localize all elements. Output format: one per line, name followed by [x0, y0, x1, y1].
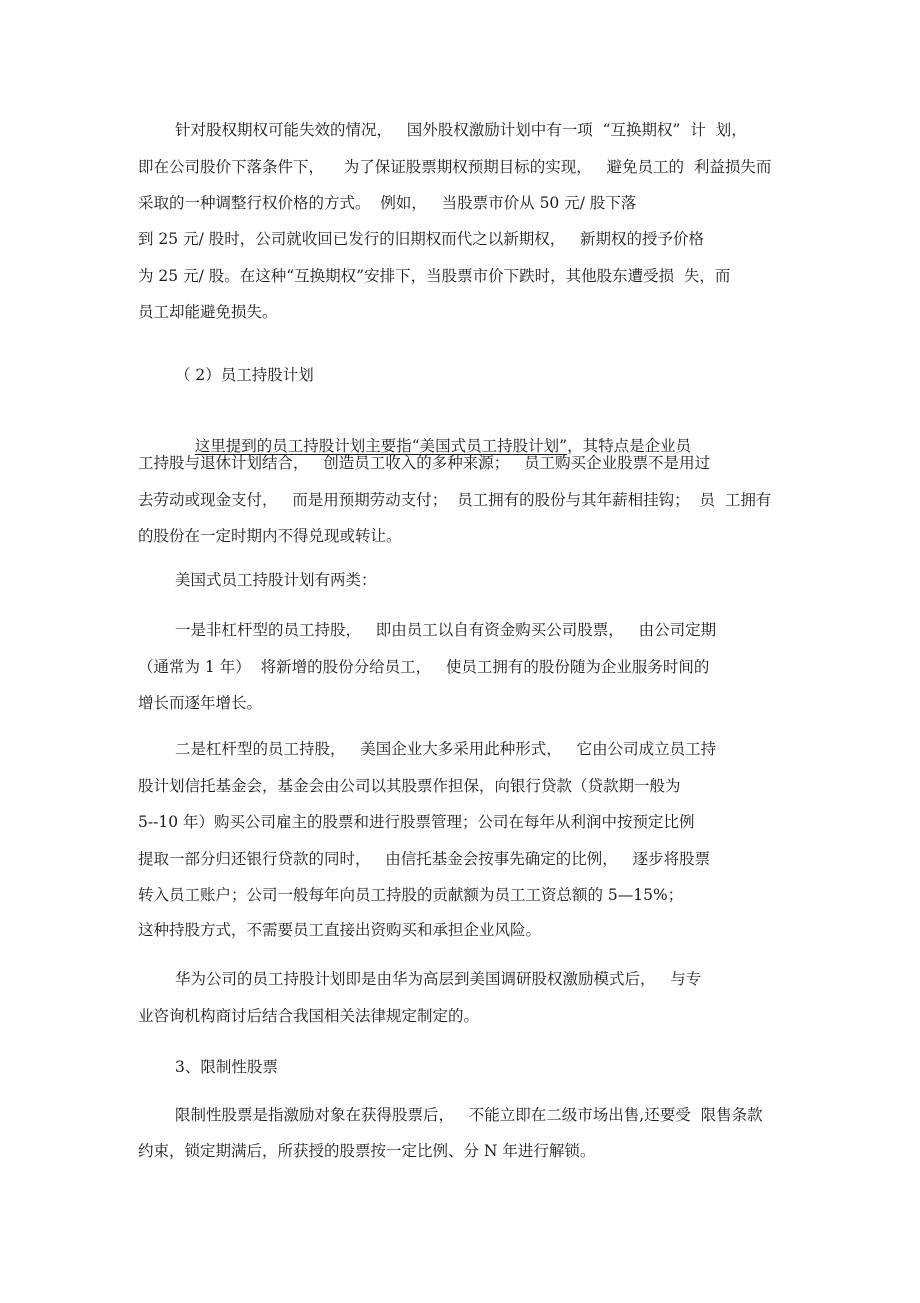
text-line: 二是杠杆型的员工持股， 美国企业大多采用此种形式， 它由公司成立员工持: [175, 740, 717, 758]
text-line: 针对股权期权可能失效的情况， 国外股权激励计划中有一项 “互换期权” 计 划，: [175, 121, 747, 139]
text-line: 采取的一种调整行权价格的方式。 例如， 当股票市价从 50 元/ 股下落: [138, 194, 637, 212]
text-line: 华为公司的员工持股计划即是由华为高层到美国调研股权激励模式后， 与专: [175, 970, 702, 988]
text-line: 的股份在一定时期内不得兑现或转让。: [138, 527, 402, 545]
text-line: 增长而逐年增长。: [138, 694, 263, 712]
text-line: 这种持股方式，不需要员工直接出资购买和承担企业风险。: [138, 921, 542, 939]
text-line: 美国式员工持股计划有两类：: [175, 571, 377, 589]
text-line: 提取一部分归还银行贷款的同时， 由信托基金会按事先确定的比例， 逐步将股票: [138, 850, 711, 868]
text-fragment: ，其特点是企业员: [567, 437, 692, 455]
section-heading: 3、限制性股票: [175, 1058, 278, 1076]
text-line: 一是非杠杆型的员工持股， 即由员工以自有资金购买公司股票， 由公司定期: [175, 621, 717, 639]
text-line: 员工却能避免损失。: [138, 303, 278, 321]
text-line: 业咨询机构商讨后结合我国相关法律规定制定的。: [138, 1007, 480, 1025]
text-line: 转入员工账户；公司一般每年向员工持股的贡献额为员工工资总额的 5—15%；: [138, 886, 684, 904]
text-line: （通常为 1 年） 将新增的股份分给员工， 使员工拥有的股份随为企业服务时间的: [138, 658, 710, 676]
text-line: 约束，锁定期满后，所获授的股票按一定比例、分 N 年进行解锁。: [138, 1142, 596, 1160]
text-line: 到 25 元/ 股时，公司就收回已发行的旧期权而代之以新期权， 新期权的授予价格: [138, 230, 705, 248]
underlined-text: 这里提到的员工持股计划主要指“美国式员工持股计划”: [194, 437, 568, 455]
text-line: 股计划信托基金会，基金会由公司以其股票作担保，向银行贷款（贷款期一般为: [138, 777, 681, 795]
text-line: 工持股与退休计划结合， 创造员工收入的多种来源； 员工购买企业股票不是用过: [138, 454, 711, 472]
text-line: 即在公司股价下落条件下， 为了保证股票期权预期目标的实现， 避免员工的 利益损失而: [138, 158, 772, 176]
text-line: 去劳动或现金支付， 而是用预期劳动支付； 员工拥有的股份与其年薪相挂钩； 员 工拥有: [138, 491, 772, 509]
text-line: 5--10 年）购买公司雇主的股票和进行股票管理；公司在每年从利润中按预定比例: [138, 813, 695, 831]
text-line: 限制性股票是指激励对象在获得股票后， 不能立即在二级市场出售,还要受 限售条款: [175, 1106, 763, 1124]
section-heading: （ 2）员工持股计划: [175, 366, 314, 384]
text-line: 为 25 元/ 股。在这种“互换期权”安排下，当股票市价下跌时，其他股东遭受损 失，而: [138, 267, 731, 285]
